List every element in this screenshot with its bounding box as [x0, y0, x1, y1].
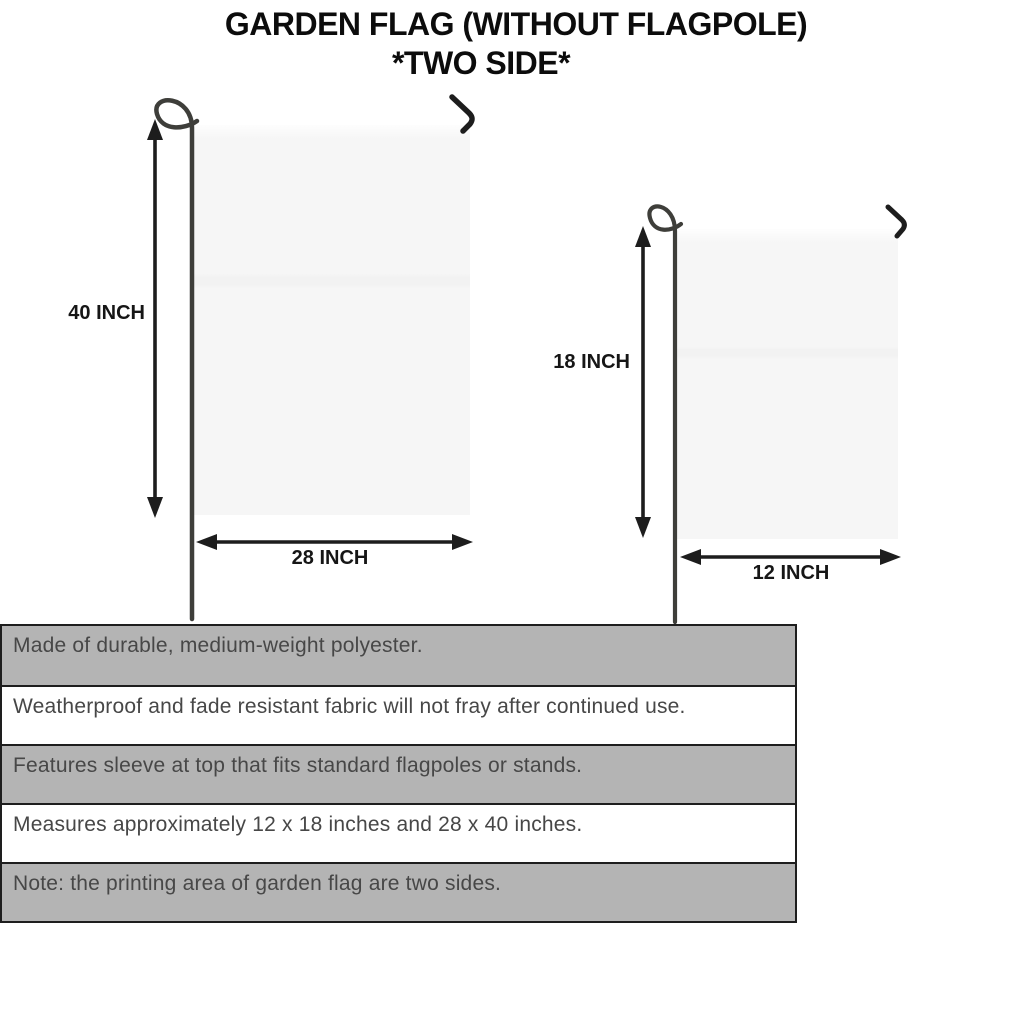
spec-row-sleeve: Features sleeve at top that fits standard flagpoles or stands. — [2, 744, 795, 803]
height-arrow-icon — [147, 119, 163, 518]
spec-row-note: Note: the printing area of garden flag are two sides. — [2, 862, 795, 921]
page-title-line1: GARDEN FLAG (WITHOUT FLAGPOLE) — [224, 6, 808, 42]
spec-row-material: Made of durable, medium-weight polyester. — [2, 626, 795, 685]
spec-row-weatherproof: Weatherproof and fade resistant fabric will not fray after continued use. — [2, 685, 795, 744]
dimension-label-height-large: 40 INCH — [68, 302, 145, 324]
dimension-label-width-small: 12 INCH — [752, 562, 830, 584]
flag-large-preview — [194, 125, 470, 515]
height-arrow-icon — [635, 226, 651, 538]
dimension-label-height-small: 18 INCH — [553, 351, 630, 373]
flag-small-preview — [677, 229, 898, 539]
page-title-line2: *TWO SIDE* — [391, 45, 571, 81]
dimension-label-width-large: 28 INCH — [291, 547, 369, 569]
flagpole-icon — [156, 100, 197, 619]
spec-table — [0, 624, 797, 923]
spec-row-measures: Measures approximately 12 x 18 inches and 28 x 40 inches. — [2, 803, 795, 862]
